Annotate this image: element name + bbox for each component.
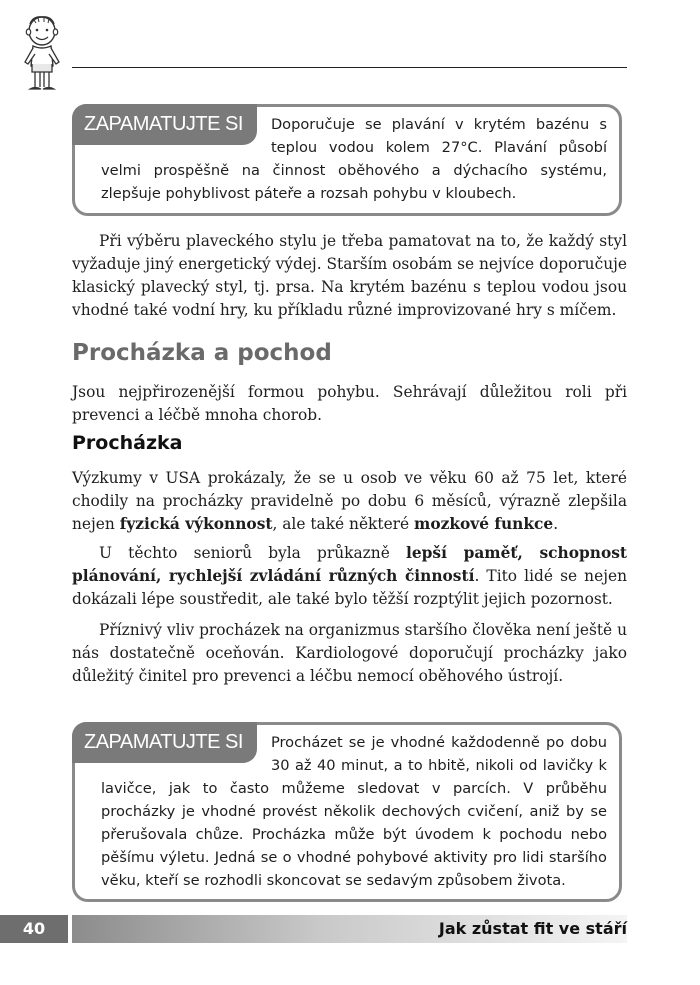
seniors-text-2: . Tito lidé se nejen dokázali lépe soustředit, ale také bylo těžší rozptýlit jejich pozornost. bbox=[72, 567, 627, 608]
page-number: 40 bbox=[0, 915, 68, 943]
section-heading: Procházka a pochod bbox=[72, 340, 332, 366]
subsection-heading: Procházka bbox=[72, 432, 183, 454]
reminder-text: Procházet se je vhodné každodenně po dobu 30 až 40 minut, a to hbitě, nikoli od lavičky k lavičce, jak to často můžeme sledovat v parcích. V průběhu procházky je vhodné provést několik dechových cvičení, aniž by se přerušovala chůze. Procházka může být úvodem k pochodu nebo pěšímu výletu. Jedná se o vhodné pohybové aktivity pro lidi staršího věku, kteří se rozhodli skoncovat se sedavým způsobem života. bbox=[101, 734, 607, 889]
research-text-2: , ale také některé bbox=[272, 515, 415, 533]
reminder-box-walking bbox=[72, 722, 622, 902]
research-text-1: Výzkumy v USA prokázaly, že se u osob ve věku 60 až 75 let, které chodily na procházky pravidelně po dobu 6 měsíců, výrazně zlepšila nejen bbox=[72, 469, 627, 533]
paragraph-cardiology: Příznivý vliv procházek na organizmus staršího člověka není ještě u nás dostatečně oceňován. Kardiologové doporučují procházky jako důležitý činitel pro prevenci a léčbu nemocí oběhového ústrojí. bbox=[72, 621, 627, 685]
research-bold-brain: mozkové funkce bbox=[414, 515, 554, 533]
header-rule bbox=[72, 67, 627, 68]
reminder-box-swimming bbox=[72, 104, 622, 216]
paragraph-swimming-style: Při výběru plaveckého stylu je třeba pamatovat na to, že každý styl vyžaduje jiný energetický výdej. Starším osobám se nejvíce doporučuje klasický plavecký styl, tj. prsa. Na krytém bazénu s teplou vodou jsou vhodné také vodní hry, ku příkladu různé improvizované hry s míčem. bbox=[72, 232, 627, 319]
child-mascot-illustration bbox=[18, 14, 66, 94]
reminder-badge: ZAPAMATUJTE SI bbox=[72, 722, 257, 763]
paragraph-intro: Jsou nejpřirozenější formou pohybu. Sehrávají důležitou roli při prevenci a léčbě mnoha chorob. bbox=[72, 383, 627, 424]
seniors-text-1: U těchto seniorů byla průkazně bbox=[99, 544, 406, 562]
book-title: Jak zůstat fit ve stáří bbox=[438, 919, 627, 938]
reminder-badge: ZAPAMATUJTE SI bbox=[72, 104, 257, 145]
research-text-3: . bbox=[553, 515, 559, 533]
research-bold-physical: fyzická výkonnost bbox=[119, 515, 273, 533]
paragraph-research bbox=[72, 467, 627, 536]
page-footer bbox=[0, 915, 700, 943]
seniors-bold-memory: lepší paměť, schopnost plánování, rychlejší zvládání různých činností bbox=[72, 544, 627, 585]
paragraph-seniors bbox=[72, 542, 627, 611]
reminder-text: Doporučuje se plavání v krytém bazénu s teplou vodou kolem 27°C. Plavání působí velmi prospěšně na činnost oběhového a dýchacího systému, zlepšuje pohyblivost páteře a rozsah pohybu v kloubech. bbox=[101, 116, 607, 202]
